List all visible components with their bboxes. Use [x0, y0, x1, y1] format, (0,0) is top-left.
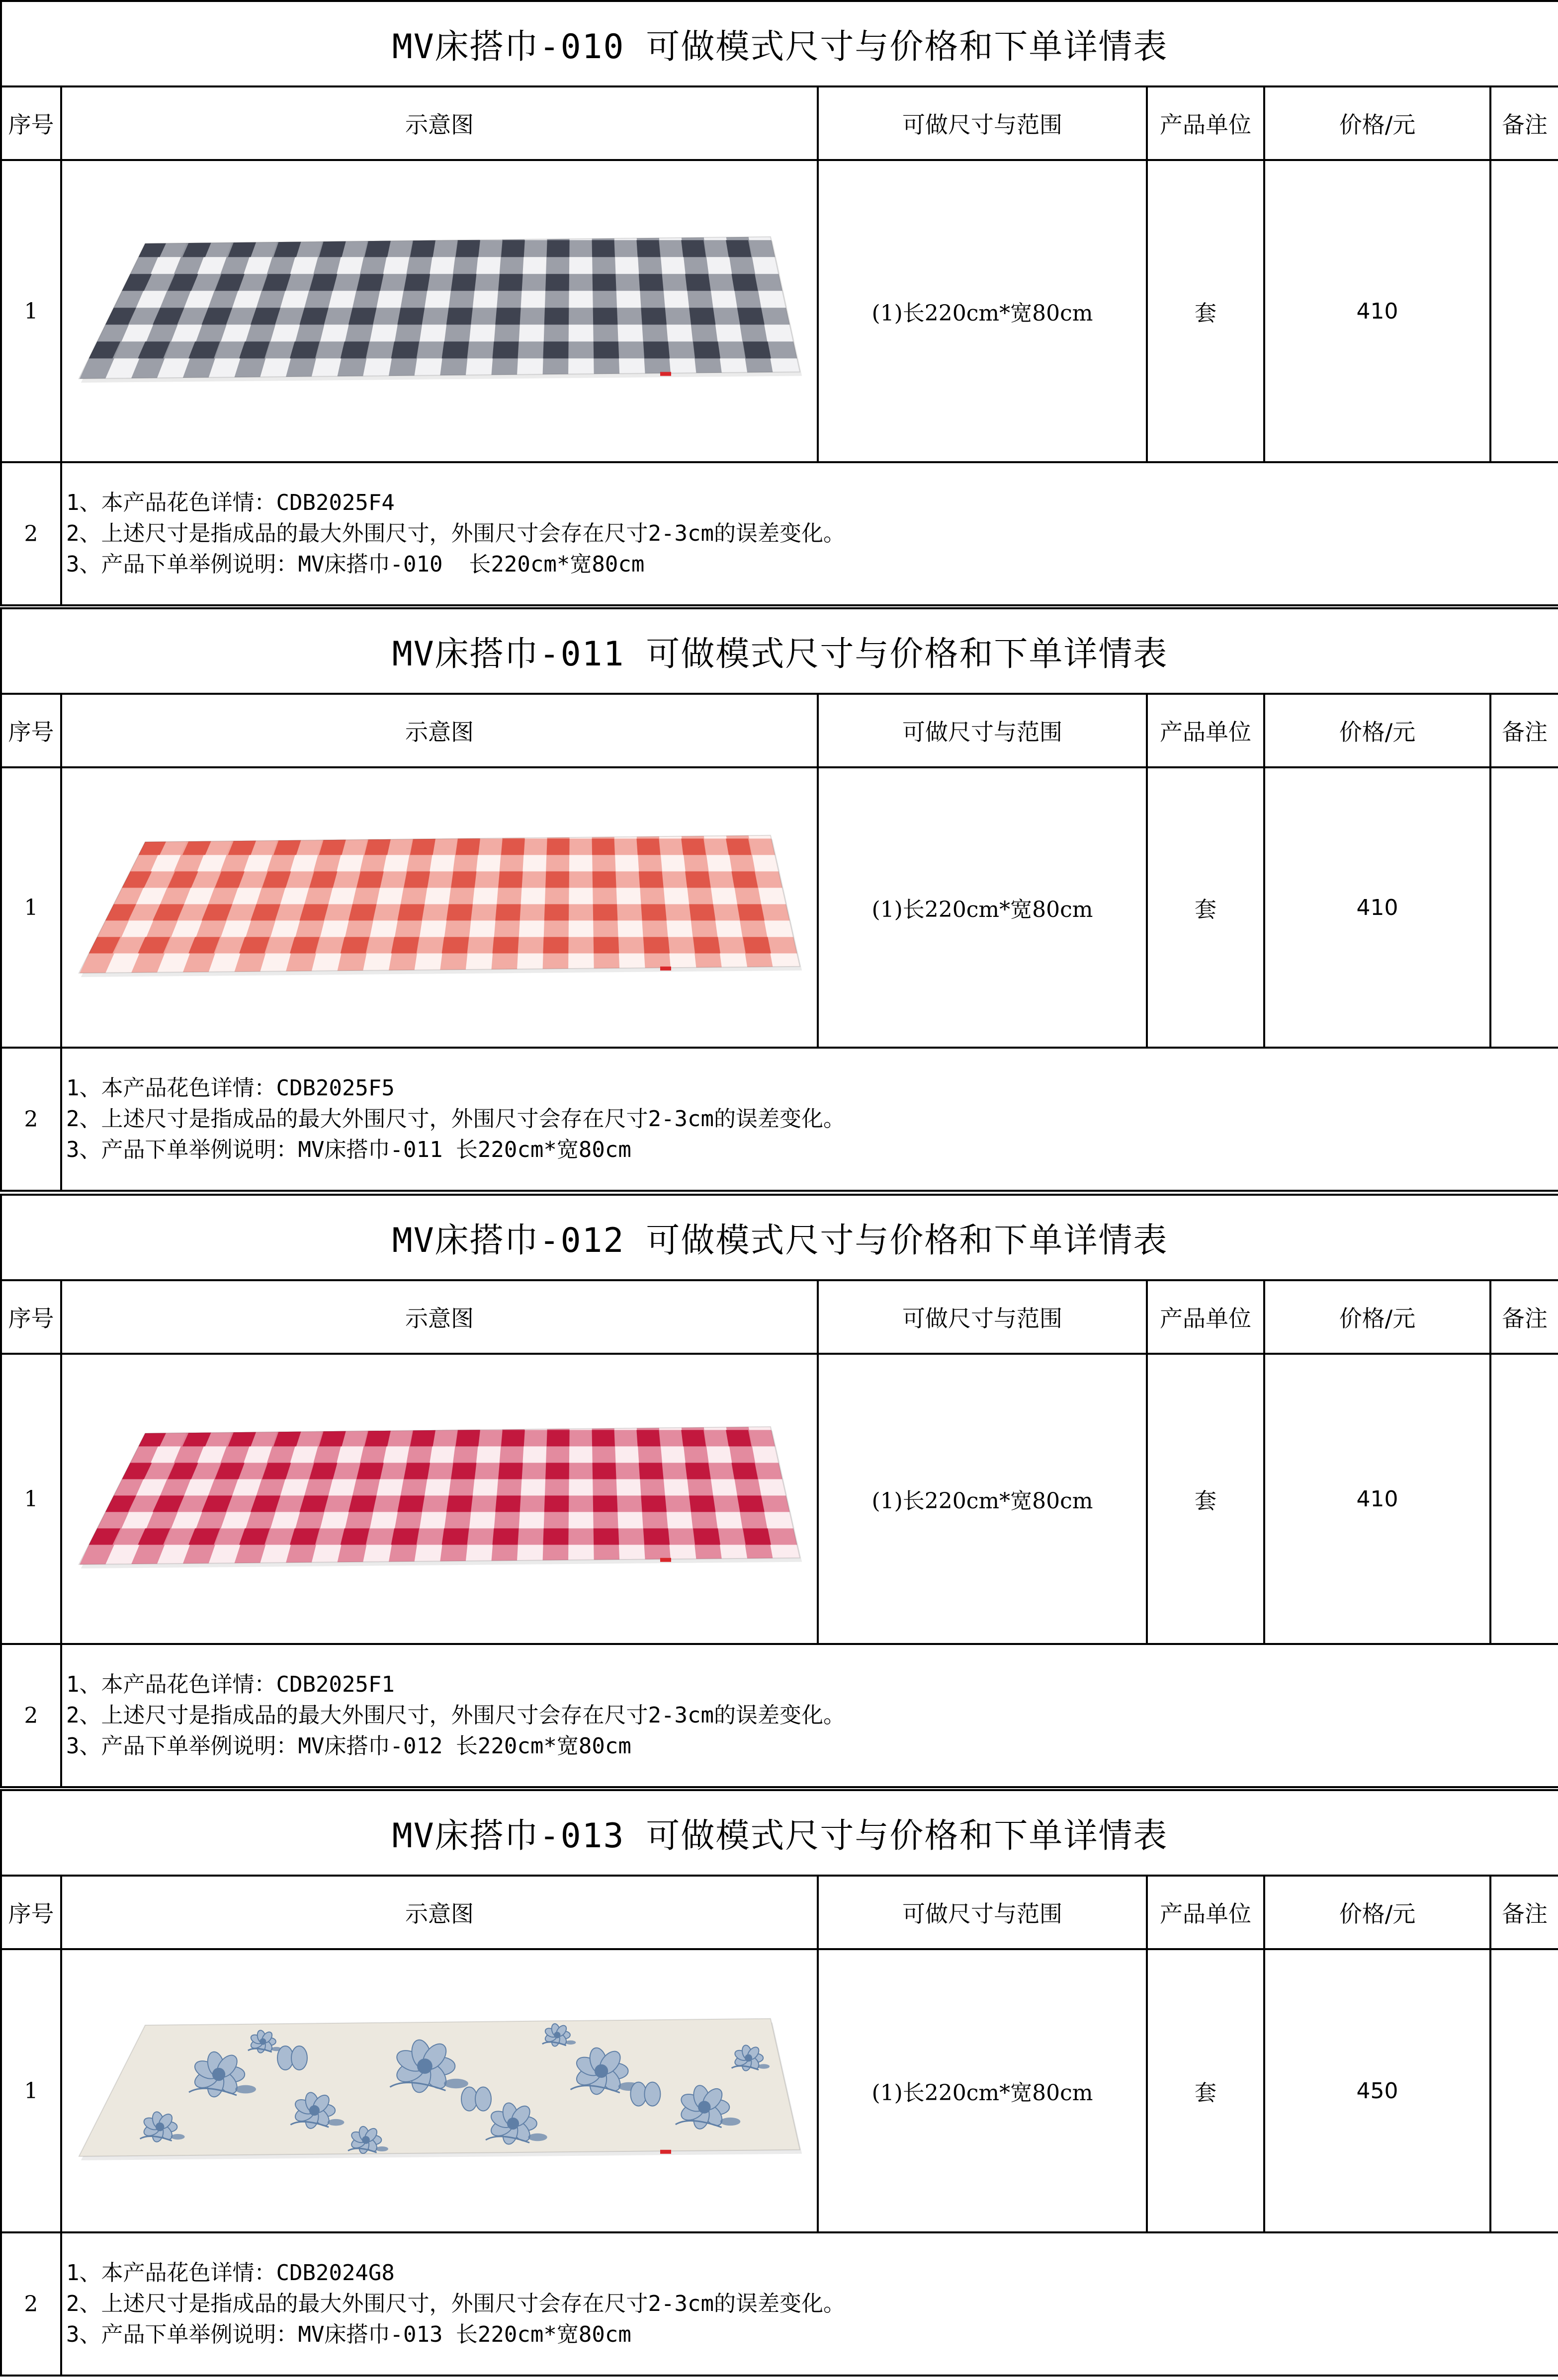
header-remark: 备注 — [1490, 1280, 1558, 1354]
header-price: 价格/元 — [1264, 86, 1490, 160]
spec-table — [0, 607, 1558, 1192]
section-title: MV床搭巾-010 可做模式尺寸与价格和下单详情表 — [1, 1, 1558, 86]
note-line: 3、产品下单举例说明：MV床搭巾-013 长220cm*宽80cm — [66, 2322, 631, 2347]
price-value: 410 — [1264, 767, 1490, 1048]
notes-index: 2 — [1, 1644, 61, 1787]
note-line: 3、产品下单举例说明：MV床搭巾-010 长220cm*宽80cm — [66, 552, 645, 577]
notes-index: 2 — [1, 1048, 61, 1191]
spec-table — [0, 1789, 1558, 2377]
header-size: 可做尺寸与范围 — [818, 694, 1147, 767]
size-range: (1)长220cm*宽80cm — [818, 160, 1147, 462]
note-line: 2、上述尺寸是指成品的最大外围尺寸，外围尺寸会存在尺寸2-3cm的误差变化。 — [66, 1703, 845, 1728]
section-title: MV床搭巾-011 可做模式尺寸与价格和下单详情表 — [1, 608, 1558, 694]
note-line: 1、本产品花色详情：CDB2025F4 — [66, 490, 395, 515]
note-line: 1、本产品花色详情：CDB2025F1 — [66, 1672, 395, 1697]
product-unit: 套 — [1147, 767, 1264, 1048]
spec-table — [0, 0, 1558, 606]
note-line: 1、本产品花色详情：CDB2025F5 — [66, 1075, 395, 1101]
product-section-013 — [0, 1789, 1558, 2377]
header-image: 示意图 — [61, 1876, 818, 1949]
note-line: 2、上述尺寸是指成品的最大外围尺寸，外围尺寸会存在尺寸2-3cm的误差变化。 — [66, 521, 845, 546]
size-range: (1)长220cm*宽80cm — [818, 1949, 1147, 2232]
header-size: 可做尺寸与范围 — [818, 1876, 1147, 1949]
header-unit: 产品单位 — [1147, 694, 1264, 767]
product-image — [72, 825, 807, 989]
header-image: 示意图 — [61, 86, 818, 160]
remark-cell — [1490, 767, 1558, 1048]
header-index: 序号 — [1, 1876, 61, 1949]
header-index: 序号 — [1, 86, 61, 160]
header-remark: 备注 — [1490, 1876, 1558, 1949]
product-section-010 — [0, 0, 1558, 606]
header-unit: 产品单位 — [1147, 1876, 1264, 1949]
remark-cell — [1490, 1949, 1558, 2232]
header-index: 序号 — [1, 694, 61, 767]
remark-cell — [1490, 1354, 1558, 1644]
header-price: 价格/元 — [1264, 694, 1490, 767]
notes-index: 2 — [1, 462, 61, 605]
notes-index: 2 — [1, 2232, 61, 2376]
row-index: 1 — [1, 160, 61, 462]
note-line: 3、产品下单举例说明：MV床搭巾-011 长220cm*宽80cm — [66, 1137, 631, 1162]
spec-table — [0, 1194, 1558, 1788]
product-unit: 套 — [1147, 1354, 1264, 1644]
product-unit: 套 — [1147, 1949, 1264, 2232]
image-cell — [61, 767, 818, 1048]
row-index: 1 — [1, 1949, 61, 2232]
header-unit: 产品单位 — [1147, 1280, 1264, 1354]
notes-cell — [61, 462, 1558, 605]
product-unit: 套 — [1147, 160, 1264, 462]
image-cell — [61, 1949, 818, 2232]
header-price: 价格/元 — [1264, 1280, 1490, 1354]
product-section-011 — [0, 607, 1558, 1192]
section-title: MV床搭巾-013 可做模式尺寸与价格和下单详情表 — [1, 1790, 1558, 1876]
price-value: 450 — [1264, 1949, 1490, 2232]
size-range: (1)长220cm*宽80cm — [818, 767, 1147, 1048]
header-unit: 产品单位 — [1147, 86, 1264, 160]
price-value: 410 — [1264, 1354, 1490, 1644]
note-line: 3、产品下单举例说明：MV床搭巾-012 长220cm*宽80cm — [66, 1733, 631, 1759]
header-size: 可做尺寸与范围 — [818, 86, 1147, 160]
price-value: 410 — [1264, 160, 1490, 462]
header-image: 示意图 — [61, 1280, 818, 1354]
notes-cell — [61, 2232, 1558, 2376]
header-image: 示意图 — [61, 694, 818, 767]
product-image — [72, 1417, 807, 1581]
note-line: 2、上述尺寸是指成品的最大外围尺寸，外围尺寸会存在尺寸2-3cm的误差变化。 — [66, 1106, 845, 1132]
header-remark: 备注 — [1490, 694, 1558, 767]
remark-cell — [1490, 160, 1558, 462]
product-image — [72, 2009, 807, 2173]
image-cell — [61, 1354, 818, 1644]
header-size: 可做尺寸与范围 — [818, 1280, 1147, 1354]
product-section-012 — [0, 1194, 1558, 1788]
note-line: 2、上述尺寸是指成品的最大外围尺寸，外围尺寸会存在尺寸2-3cm的误差变化。 — [66, 2291, 845, 2316]
size-range: (1)长220cm*宽80cm — [818, 1354, 1147, 1644]
image-cell — [61, 160, 818, 462]
header-price: 价格/元 — [1264, 1876, 1490, 1949]
header-index: 序号 — [1, 1280, 61, 1354]
section-title: MV床搭巾-012 可做模式尺寸与价格和下单详情表 — [1, 1195, 1558, 1280]
row-index: 1 — [1, 767, 61, 1048]
row-index: 1 — [1, 1354, 61, 1644]
notes-cell — [61, 1644, 1558, 1787]
note-line: 1、本产品花色详情：CDB2024G8 — [66, 2260, 395, 2286]
product-image — [72, 227, 807, 396]
header-remark: 备注 — [1490, 86, 1558, 160]
notes-cell — [61, 1048, 1558, 1191]
